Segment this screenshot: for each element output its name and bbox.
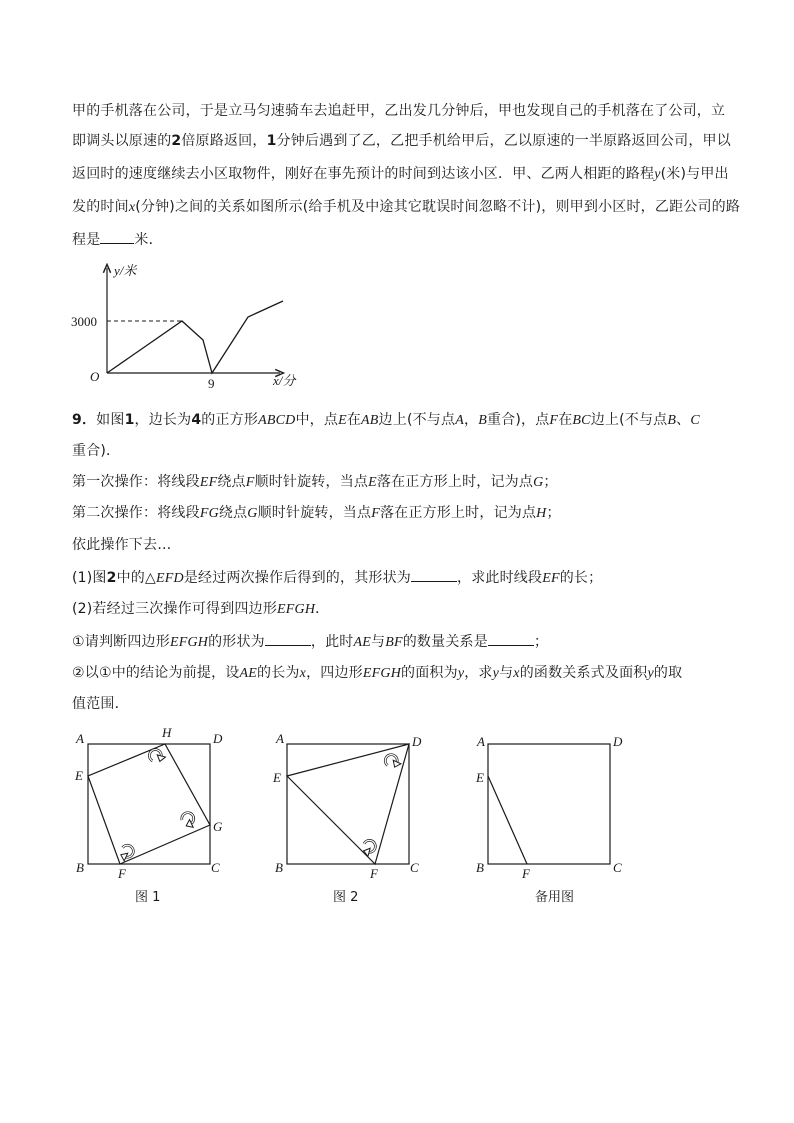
graph-x-tick: 9: [208, 376, 215, 391]
fig1-label-b: B: [76, 860, 84, 875]
fig1-rotate-arrow-h: [147, 746, 166, 765]
fig2-triangle-efd: [287, 744, 409, 864]
p9-sub1: ①请判断四边形EFGH的形状为 ，此时AE与BF的数量关系是 ；: [72, 631, 548, 653]
p8-line-2: 即调头以原速的2倍原路返回，1分钟后遇到了乙，乙把手机给甲后，乙以原速的一半原路返回公司，甲以: [72, 133, 731, 149]
fig1-square: [88, 744, 210, 864]
graph-x-label: x/分: [273, 373, 296, 388]
fig2-label-d: D: [412, 734, 422, 749]
fig2-label-b: B: [275, 860, 283, 875]
p9-sub2-line2: 值范围．: [72, 696, 129, 712]
p9-op1: 第一次操作：将线段EF绕点F顺时针旋转，当点E落在正方形上时，记为点G；: [72, 474, 558, 490]
graph-y-label: y/米: [114, 263, 137, 278]
fig3-square: [488, 744, 610, 864]
fig1-label-h: H: [162, 725, 172, 740]
fig3-label-c: C: [613, 860, 622, 875]
fig1-label-e: E: [75, 768, 83, 783]
fig2-label-a: A: [276, 731, 284, 746]
fig2-caption: 图 2: [333, 890, 359, 905]
graph-origin: O: [90, 369, 100, 384]
fig2-rotate-arrow-d: [384, 752, 402, 769]
fig2-rotate-arrow-f: [360, 838, 379, 857]
p9-line-2: 重合)．: [72, 443, 121, 459]
fig3-caption: 备用图: [535, 890, 575, 905]
fig1-caption: 图 1: [135, 890, 161, 905]
fig3-label-a: A: [477, 734, 485, 749]
fig2-label-c: C: [410, 860, 419, 875]
fig2-label-e: E: [273, 770, 281, 785]
p8-line-5: 程是 米．: [72, 229, 163, 250]
p9-sub2: ②以①中的结论为前提，设AE的长为x，四边形EFGH的面积为y，求y与x的函数关系式及面积y的取: [72, 665, 683, 681]
fig3-segment-ef: [488, 776, 527, 864]
p9-q1: (1)图2中的△EFD是经过两次操作后得到的，其形状为 ，求此时线段EF的长；: [72, 567, 602, 589]
fig1-label-g: G: [213, 819, 223, 834]
p9-op2: 第二次操作：将线段FG绕点G顺时针旋转，当点F落在正方形上时，记为点H；: [72, 505, 561, 521]
p8-line-1: 甲的手机落在公司，于是立马匀速骑车去追赶甲，乙出发几分钟后，甲也发现自己的手机落在了公司，立: [72, 103, 726, 119]
figure-3: [475, 734, 623, 905]
p8-line-4: 发的时间x(分钟)之间的关系如图所示(给手机及中途其它耽误时间忽略不计)，则甲到小区时，乙距公司的路: [72, 199, 741, 215]
fig3-label-d: D: [613, 734, 623, 749]
fig1-label-a: A: [76, 731, 84, 746]
fig2-square: [287, 744, 409, 864]
fig1-label-c: C: [211, 860, 220, 875]
graph-y-tick: 3000: [71, 314, 97, 329]
fig3-label-f: F: [522, 866, 530, 881]
fig1-label-f: F: [118, 866, 126, 881]
p9-continue: 依此操作下去…: [72, 537, 172, 553]
fig3-label-e: E: [476, 770, 484, 785]
p9-line-1: 9．如图1，边长为4的正方形ABCD中，点E在AB边上(不与点A，B重合)，点F在BC边上(不与点B、C: [72, 412, 700, 428]
fig1-label-d: D: [213, 731, 223, 746]
fig2-label-f: F: [370, 866, 378, 881]
figure-2: [272, 731, 422, 905]
fig3-label-b: B: [476, 860, 484, 875]
figure-1: [74, 725, 223, 905]
fig1-rotate-arrow-g: [180, 811, 198, 828]
fig1-quadrilateral-efgh: [88, 744, 210, 864]
p8-line-3: 返回时的速度继续去小区取物件，刚好在事先预计的时间到达该小区．甲、乙两人相距的路程y(米)与甲出: [72, 166, 729, 182]
p9-q2: (2)若经过三次操作可得到四边形EFGH．: [72, 601, 330, 617]
